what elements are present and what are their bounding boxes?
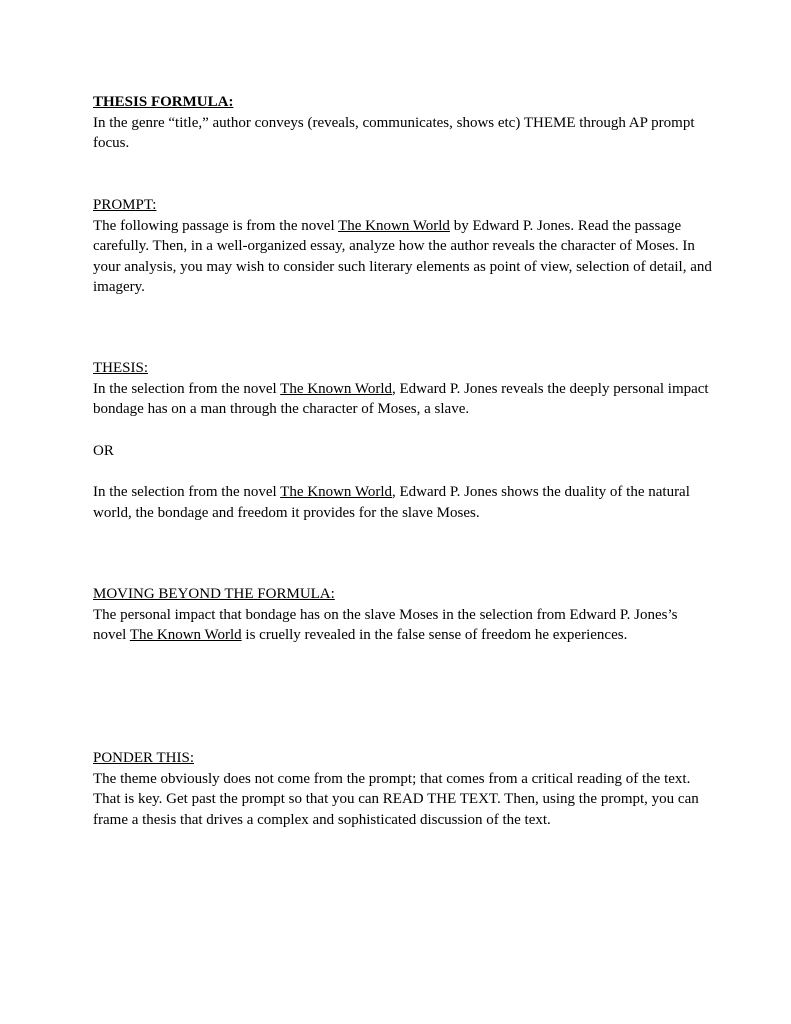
prompt-text-end: by Edward P. Jones. Read the passage carefully. Then, in a well-organized essay, analyze how the author reveals the character of Moses. In your analysis, you may wish to consider such literary elements as point of view, selection of detail, and imagery. bbox=[93, 217, 712, 296]
thesis-formula-text: In the genre “title,” author conveys (reveals, communicates, shows etc) THEME through AP prompt focus. bbox=[93, 114, 695, 152]
novel-title: The Known World bbox=[129, 627, 242, 644]
thesis-heading: THESIS: bbox=[93, 360, 149, 376]
beyond-formula-text bbox=[93, 605, 713, 646]
beyond-formula-section bbox=[93, 584, 713, 646]
novel-title: The Known World bbox=[280, 484, 393, 500]
thesis-formula-heading: THESIS FORMULA: bbox=[93, 94, 234, 110]
thesis-option-2-end: , Edward P. Jones shows the duality of the natural world, the bondage and freedom it provides for the slave Moses. bbox=[93, 484, 690, 521]
prompt-text bbox=[93, 216, 713, 298]
or-separator: OR bbox=[93, 443, 114, 459]
thesis-formula-section bbox=[93, 92, 713, 154]
ponder-text: The theme obviously does not come from the prompt; that comes from a critical reading of the text. That is key. Get past the prompt so that you can READ THE TEXT. Then, using the prompt, you can frame a thesis that drives a complex and sophisticated discussion of the text. bbox=[93, 770, 699, 828]
thesis-option-1 bbox=[93, 379, 713, 420]
thesis-option-2-start: In the selection from the novel bbox=[93, 484, 281, 500]
prompt-heading: PROMPT: bbox=[93, 197, 157, 213]
prompt-text-start: The following passage is from the novel bbox=[93, 217, 339, 234]
thesis-option-2 bbox=[93, 482, 713, 523]
beyond-formula-text-start: The personal impact that bondage has on the slave Moses in the selection from Edward P. Jones’s novel bbox=[93, 606, 678, 644]
novel-title: The Known World bbox=[338, 217, 450, 234]
thesis-option-1-end: , Edward P. Jones reveals the deeply personal impact bondage has on a man through the character of Moses, a slave. bbox=[93, 380, 709, 418]
prompt-section bbox=[93, 195, 713, 298]
thesis-section bbox=[93, 358, 713, 420]
ponder-heading: PONDER THIS: bbox=[93, 750, 194, 766]
beyond-formula-heading: MOVING BEYOND THE FORMULA: bbox=[93, 586, 335, 602]
novel-title: The Known World bbox=[280, 380, 393, 397]
ponder-section bbox=[93, 748, 713, 830]
thesis-option-1-start: In the selection from the novel bbox=[93, 380, 281, 397]
beyond-formula-text-end: is cruelly revealed in the false sense of freedom he experiences. bbox=[241, 627, 628, 644]
